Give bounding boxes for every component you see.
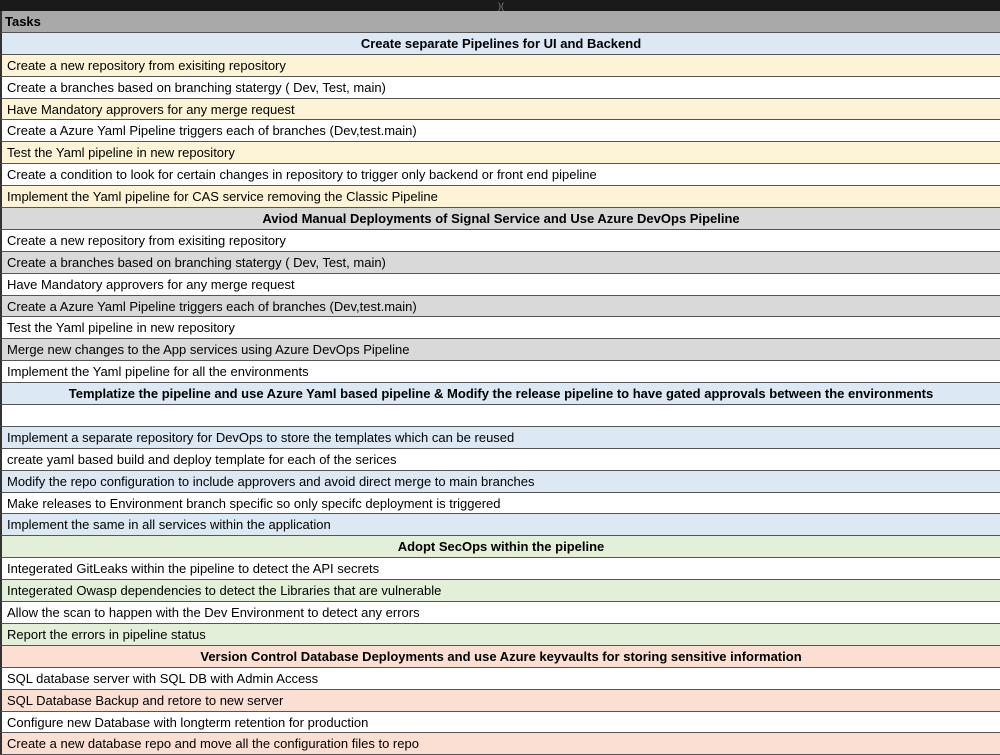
tasks-header[interactable]: Tasks xyxy=(0,11,1000,33)
task-row[interactable]: Implement the same in all services within the application xyxy=(0,514,1000,536)
section-header[interactable]: Create separate Pipelines for UI and Backend xyxy=(0,33,1000,55)
task-row[interactable]: Create a Azure Yaml Pipeline triggers each of branches (Dev,test.main) xyxy=(0,120,1000,142)
task-row[interactable]: Implement a separate repository for DevOps to store the templates which can be reused xyxy=(0,427,1000,449)
task-row[interactable]: Have Mandatory approvers for any merge request xyxy=(0,274,1000,296)
task-row[interactable]: Make releases to Environment branch specific so only specifc deployment is triggered xyxy=(0,493,1000,515)
tasks-sheet xyxy=(0,11,1000,755)
task-row[interactable]: Create a branches based on branching statergy ( Dev, Test, main) xyxy=(0,252,1000,274)
section-header[interactable]: Version Control Database Deployments and use Azure keyvaults for storing sensitive information xyxy=(0,646,1000,668)
window-top-bar xyxy=(0,0,1000,11)
task-row[interactable]: create yaml based build and deploy template for each of the serices xyxy=(0,449,1000,471)
section-header[interactable]: Aviod Manual Deployments of Signal Service and Use Azure DevOps Pipeline xyxy=(0,208,1000,230)
task-row[interactable]: Create a Azure Yaml Pipeline triggers each of branches (Dev,test.main) xyxy=(0,296,1000,318)
task-row[interactable]: Create a new repository from exisiting repository xyxy=(0,55,1000,77)
task-row[interactable]: Test the Yaml pipeline in new repository xyxy=(0,317,1000,339)
task-row[interactable]: Create a condition to look for certain changes in repository to trigger only backend or front end pipeline xyxy=(0,164,1000,186)
title-fragment: )( xyxy=(498,1,504,11)
task-row[interactable]: Integerated GitLeaks within the pipeline to detect the API secrets xyxy=(0,558,1000,580)
task-row[interactable]: Report the errors in pipeline status xyxy=(0,624,1000,646)
task-row[interactable]: Merge new changes to the App services using Azure DevOps Pipeline xyxy=(0,339,1000,361)
task-row[interactable]: SQL database server with SQL DB with Admin Access xyxy=(0,668,1000,690)
task-row[interactable]: Configure new Database with longterm retention for production xyxy=(0,712,1000,734)
task-row[interactable]: Create a branches based on branching statergy ( Dev, Test, main) xyxy=(0,77,1000,99)
task-row[interactable]: Implement the Yaml pipeline for CAS service removing the Classic Pipeline xyxy=(0,186,1000,208)
section-header[interactable]: Adopt SecOps within the pipeline xyxy=(0,536,1000,558)
task-row[interactable]: Integerated Owasp dependencies to detect the Libraries that are vulnerable xyxy=(0,580,1000,602)
task-rows xyxy=(0,33,1000,755)
task-row[interactable]: Create a new repository from exisiting repository xyxy=(0,230,1000,252)
task-row[interactable]: Test the Yaml pipeline in new repository xyxy=(0,142,1000,164)
empty-row[interactable] xyxy=(0,405,1000,427)
task-row[interactable]: Modify the repo configuration to include approvers and avoid direct merge to main branches xyxy=(0,471,1000,493)
task-row[interactable]: Have Mandatory approvers for any merge request xyxy=(0,99,1000,121)
section-header[interactable]: Templatize the pipeline and use Azure Yaml based pipeline & Modify the release pipeline to have gated approvals between the environments xyxy=(0,383,1000,405)
task-row[interactable]: Create a new database repo and move all the configuration files to repo xyxy=(0,733,1000,755)
task-row[interactable]: Allow the scan to happen with the Dev Environment to detect any errors xyxy=(0,602,1000,624)
task-row[interactable]: Implement the Yaml pipeline for all the environments xyxy=(0,361,1000,383)
task-row[interactable]: SQL Database Backup and retore to new server xyxy=(0,690,1000,712)
